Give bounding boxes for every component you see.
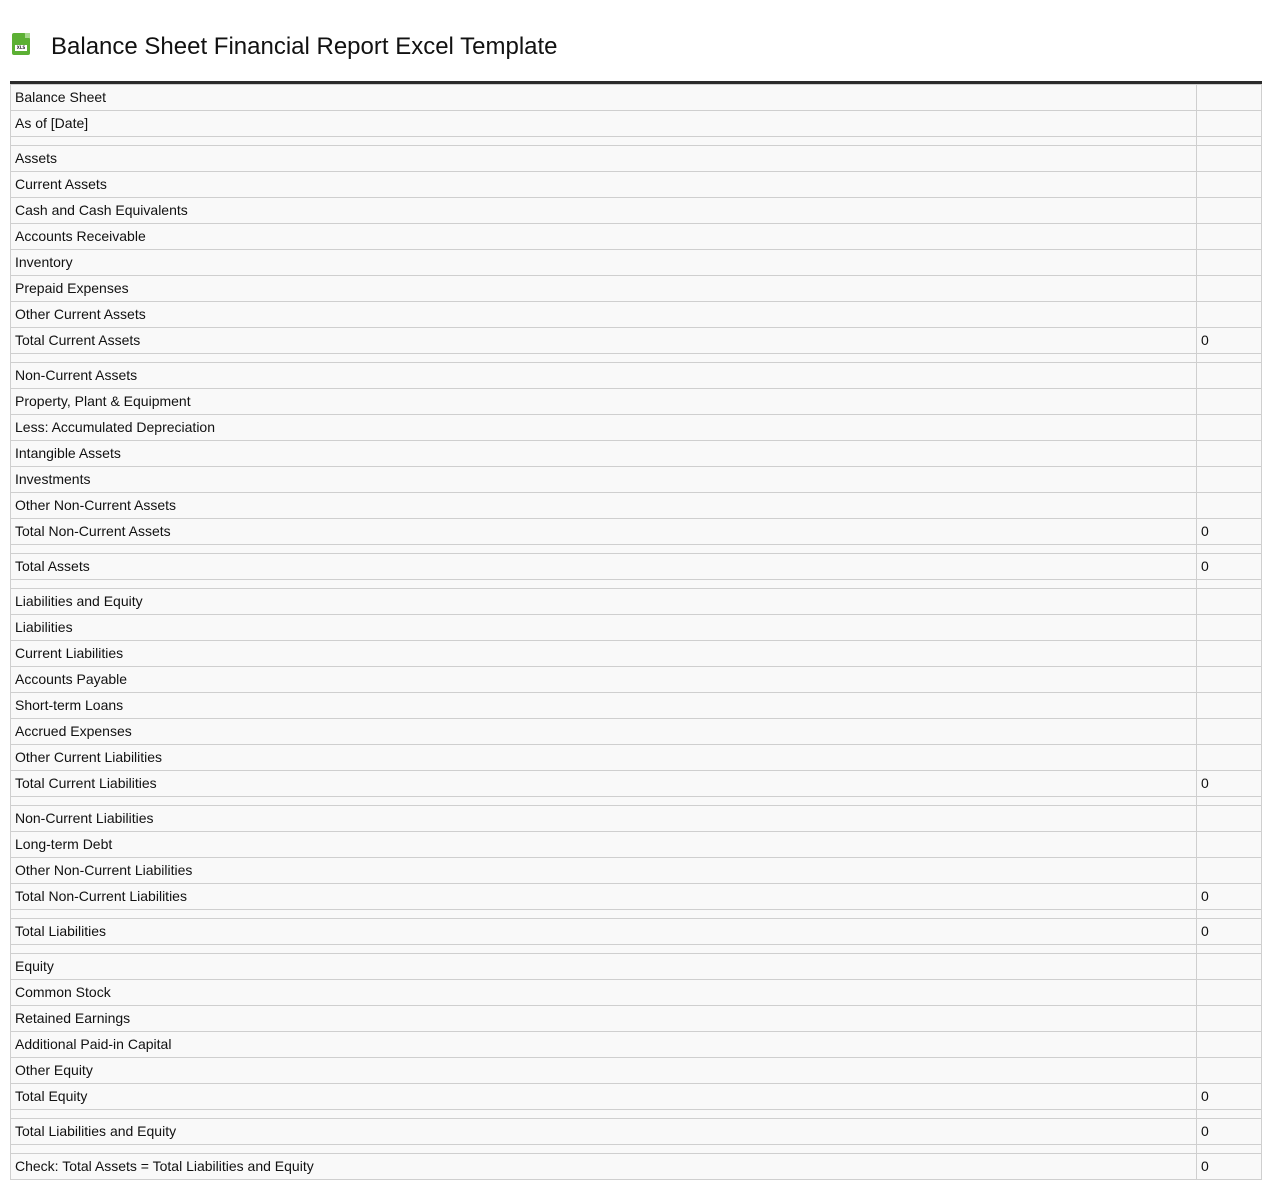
row-label-cell[interactable]: Total Liabilities and Equity (11, 1119, 1197, 1145)
table-row (11, 363, 1262, 389)
row-label-cell[interactable]: Other Non-Current Assets (11, 493, 1197, 519)
row-label-cell[interactable]: Long-term Debt (11, 832, 1197, 858)
page-title: Balance Sheet Financial Report Excel Template (51, 33, 558, 60)
table-row (11, 1154, 1262, 1180)
row-value-cell[interactable] (1197, 250, 1262, 276)
row-value-cell[interactable] (1197, 493, 1262, 519)
row-value-cell[interactable]: 0 (1197, 554, 1262, 580)
row-value-cell[interactable] (1197, 1006, 1262, 1032)
blank-row (11, 1110, 1262, 1119)
table-row (11, 302, 1262, 328)
row-value-cell[interactable] (1197, 1032, 1262, 1058)
table-row (11, 441, 1262, 467)
table-row (11, 719, 1262, 745)
row-value-cell[interactable] (1197, 693, 1262, 719)
row-value-cell[interactable] (1197, 85, 1262, 111)
table-row (11, 954, 1262, 980)
blank-cell[interactable] (11, 910, 1197, 919)
table-row (11, 111, 1262, 137)
row-value-cell[interactable] (1197, 224, 1262, 250)
table-row (11, 771, 1262, 797)
row-value-cell[interactable] (1197, 441, 1262, 467)
row-label-cell[interactable]: Other Current Liabilities (11, 745, 1197, 771)
row-label-cell[interactable]: Total Current Assets (11, 328, 1197, 354)
table-row (11, 1119, 1262, 1145)
table-row (11, 1006, 1262, 1032)
table-row (11, 554, 1262, 580)
table-row (11, 198, 1262, 224)
row-value-cell[interactable] (1197, 641, 1262, 667)
table-row (11, 641, 1262, 667)
row-value-cell[interactable]: 0 (1197, 519, 1262, 545)
row-value-cell[interactable] (1197, 832, 1262, 858)
row-value-cell[interactable] (1197, 858, 1262, 884)
row-label-cell[interactable]: Liabilities and Equity (11, 589, 1197, 615)
blank-cell[interactable] (1197, 137, 1262, 146)
row-value-cell[interactable] (1197, 954, 1262, 980)
row-label-cell[interactable]: Inventory (11, 250, 1197, 276)
table-row (11, 693, 1262, 719)
blank-cell[interactable] (1197, 580, 1262, 589)
row-value-cell[interactable]: 0 (1197, 1154, 1262, 1180)
table-row (11, 858, 1262, 884)
row-label-cell[interactable]: Accounts Receivable (11, 224, 1197, 250)
table-row (11, 519, 1262, 545)
row-label-cell[interactable]: Assets (11, 146, 1197, 172)
blank-cell[interactable] (11, 354, 1197, 363)
row-label-cell[interactable]: Prepaid Expenses (11, 276, 1197, 302)
row-label-cell[interactable]: Cash and Cash Equivalents (11, 198, 1197, 224)
blank-row (11, 797, 1262, 806)
blank-row (11, 1145, 1262, 1154)
table-row (11, 415, 1262, 441)
row-label-cell[interactable]: Short-term Loans (11, 693, 1197, 719)
blank-cell[interactable] (1197, 945, 1262, 954)
table-row (11, 667, 1262, 693)
row-value-cell[interactable] (1197, 415, 1262, 441)
blank-cell[interactable] (1197, 797, 1262, 806)
table-row (11, 1058, 1262, 1084)
row-label-cell[interactable]: Property, Plant & Equipment (11, 389, 1197, 415)
blank-cell[interactable] (11, 580, 1197, 589)
row-label-cell[interactable]: Current Assets (11, 172, 1197, 198)
row-value-cell[interactable] (1197, 806, 1262, 832)
row-value-cell[interactable] (1197, 172, 1262, 198)
row-label-cell[interactable]: Non-Current Liabilities (11, 806, 1197, 832)
table-row (11, 832, 1262, 858)
blank-cell[interactable] (11, 1110, 1197, 1119)
row-value-cell[interactable]: 0 (1197, 1084, 1262, 1110)
blank-cell[interactable] (11, 137, 1197, 146)
row-label-cell[interactable]: Equity (11, 954, 1197, 980)
blank-cell[interactable] (11, 797, 1197, 806)
blank-cell[interactable] (11, 945, 1197, 954)
row-value-cell[interactable] (1197, 719, 1262, 745)
table-row (11, 85, 1262, 111)
blank-cell[interactable] (11, 545, 1197, 554)
row-label-cell[interactable]: Common Stock (11, 980, 1197, 1006)
table-row (11, 276, 1262, 302)
table-row (11, 146, 1262, 172)
balance-sheet-table (10, 81, 1262, 1180)
row-label-cell[interactable]: Total Equity (11, 1084, 1197, 1110)
row-value-cell[interactable] (1197, 589, 1262, 615)
row-label-cell[interactable]: Total Current Liabilities (11, 771, 1197, 797)
table-row (11, 615, 1262, 641)
row-value-cell[interactable] (1197, 389, 1262, 415)
blank-cell[interactable] (1197, 545, 1262, 554)
row-value-cell[interactable] (1197, 198, 1262, 224)
table-row (11, 1084, 1262, 1110)
row-label-cell[interactable]: Accounts Payable (11, 667, 1197, 693)
table-row (11, 389, 1262, 415)
table-body (11, 85, 1262, 1180)
row-label-cell[interactable]: Check: Total Assets = Total Liabilities and Equity (11, 1154, 1197, 1180)
row-value-cell[interactable] (1197, 276, 1262, 302)
row-value-cell[interactable] (1197, 302, 1262, 328)
page-header (12, 30, 558, 64)
row-label-cell[interactable]: Less: Accumulated Depreciation (11, 415, 1197, 441)
row-value-cell[interactable]: 0 (1197, 771, 1262, 797)
table-row (11, 589, 1262, 615)
row-label-cell[interactable]: Total Assets (11, 554, 1197, 580)
row-label-cell[interactable]: Additional Paid-in Capital (11, 1032, 1197, 1058)
row-value-cell[interactable]: 0 (1197, 1119, 1262, 1145)
blank-cell[interactable] (1197, 1110, 1262, 1119)
blank-cell[interactable] (1197, 910, 1262, 919)
xls-file-icon: XLS (12, 33, 32, 57)
blank-row (11, 945, 1262, 954)
blank-row (11, 580, 1262, 589)
row-label-cell[interactable]: Intangible Assets (11, 441, 1197, 467)
row-label-cell[interactable]: Total Non-Current Liabilities (11, 884, 1197, 910)
blank-row (11, 137, 1262, 146)
row-value-cell[interactable]: 0 (1197, 328, 1262, 354)
blank-cell[interactable] (11, 1145, 1197, 1154)
table-row (11, 467, 1262, 493)
blank-row (11, 354, 1262, 363)
row-label-cell[interactable]: Current Liabilities (11, 641, 1197, 667)
row-label-cell[interactable]: Non-Current Assets (11, 363, 1197, 389)
row-value-cell[interactable] (1197, 467, 1262, 493)
table-row (11, 493, 1262, 519)
row-value-cell[interactable] (1197, 980, 1262, 1006)
row-label-cell[interactable]: Other Non-Current Liabilities (11, 858, 1197, 884)
blank-cell[interactable] (1197, 1145, 1262, 1154)
blank-cell[interactable] (1197, 354, 1262, 363)
blank-row (11, 910, 1262, 919)
row-label-cell[interactable]: Total Non-Current Assets (11, 519, 1197, 545)
table-row (11, 980, 1262, 1006)
row-label-cell[interactable]: As of [Date] (11, 111, 1197, 137)
row-value-cell[interactable] (1197, 667, 1262, 693)
row-value-cell[interactable]: 0 (1197, 884, 1262, 910)
row-label-cell[interactable]: Accrued Expenses (11, 719, 1197, 745)
table-row (11, 884, 1262, 910)
row-value-cell[interactable] (1197, 363, 1262, 389)
row-label-cell[interactable]: Other Current Assets (11, 302, 1197, 328)
row-value-cell[interactable] (1197, 615, 1262, 641)
row-value-cell[interactable] (1197, 1058, 1262, 1084)
table-row (11, 745, 1262, 771)
row-label-cell[interactable]: Other Equity (11, 1058, 1197, 1084)
table-row (11, 1032, 1262, 1058)
table-row (11, 328, 1262, 354)
blank-row (11, 545, 1262, 554)
table-row (11, 250, 1262, 276)
row-value-cell[interactable]: 0 (1197, 919, 1262, 945)
row-label-cell[interactable]: Liabilities (11, 615, 1197, 641)
table-row (11, 919, 1262, 945)
row-value-cell[interactable] (1197, 146, 1262, 172)
row-label-cell[interactable]: Retained Earnings (11, 1006, 1197, 1032)
row-value-cell[interactable] (1197, 745, 1262, 771)
row-label-cell[interactable]: Total Liabilities (11, 919, 1197, 945)
table-row (11, 172, 1262, 198)
row-label-cell[interactable]: Investments (11, 467, 1197, 493)
row-value-cell[interactable] (1197, 111, 1262, 137)
table-row (11, 224, 1262, 250)
table-row (11, 806, 1262, 832)
row-label-cell[interactable]: Balance Sheet (11, 85, 1197, 111)
